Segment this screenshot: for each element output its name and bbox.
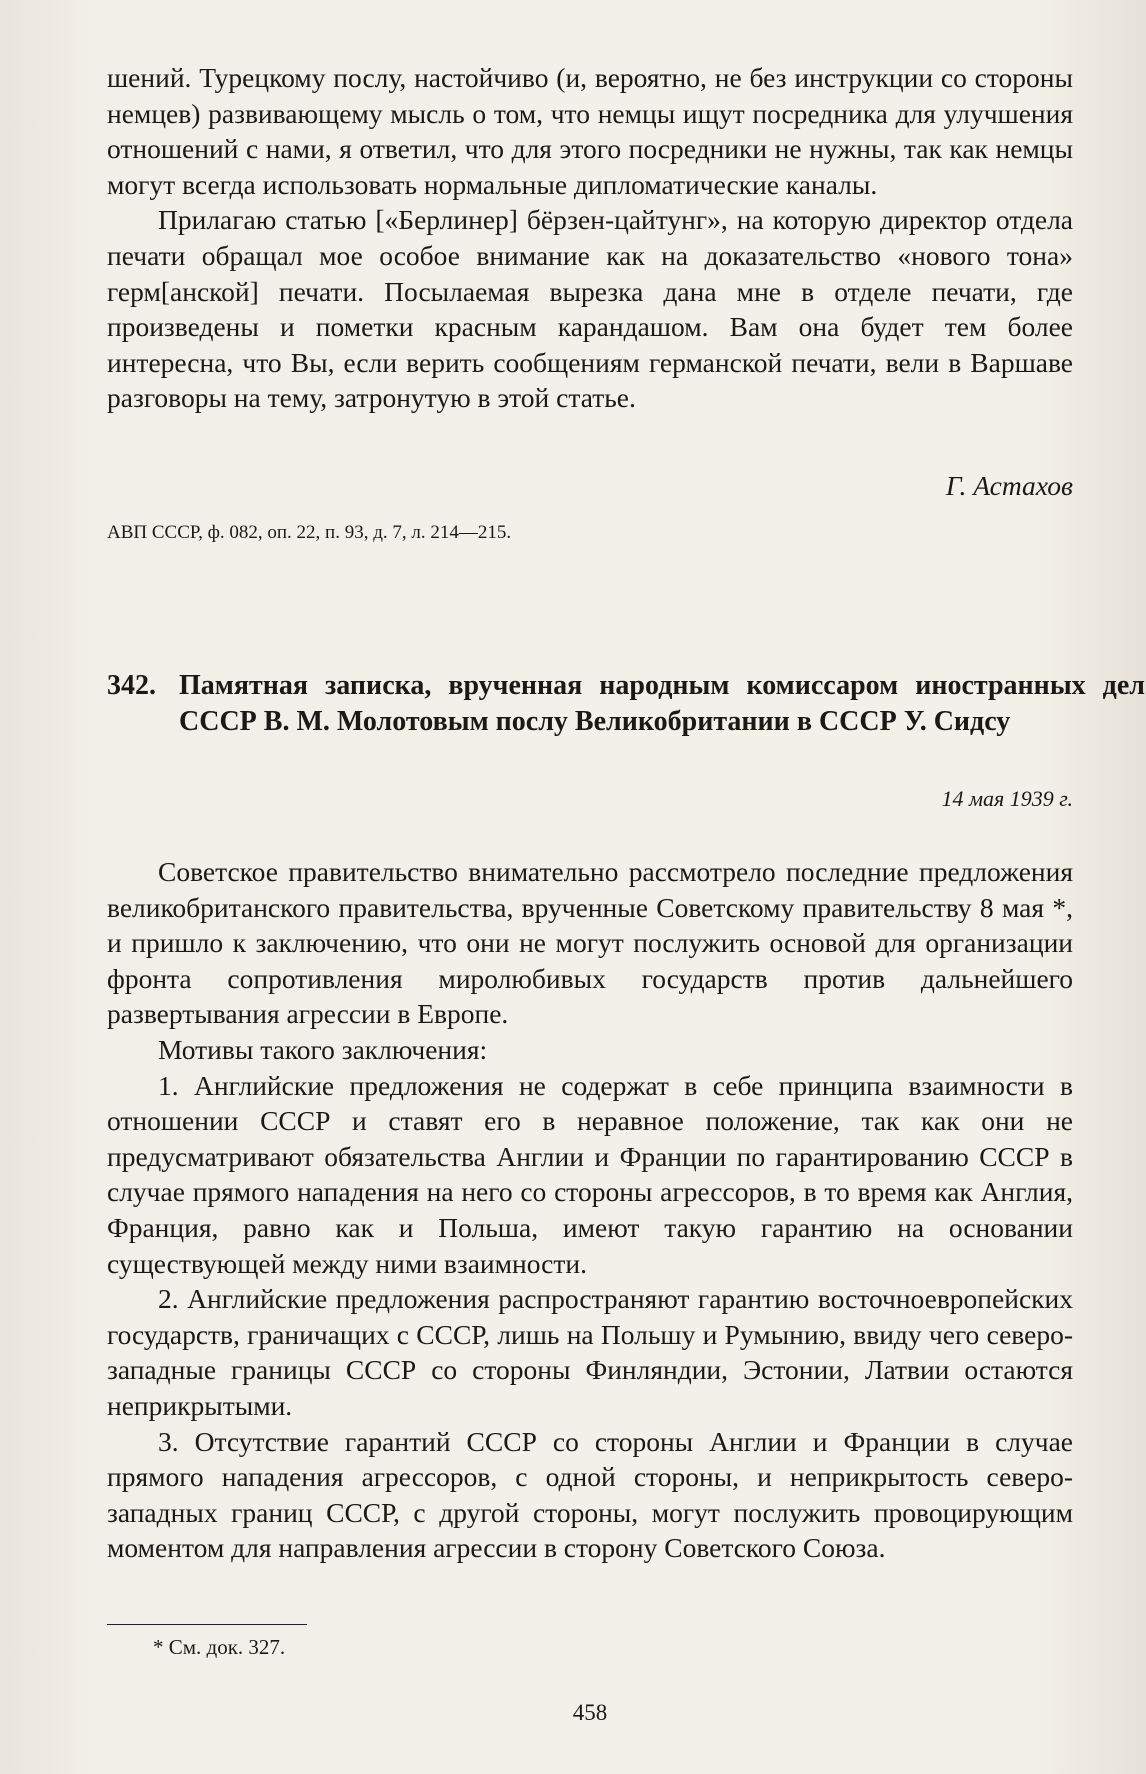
top-text-block — [107, 60, 1073, 416]
footnote: * См. док. 327. — [153, 1635, 286, 1659]
document-date: 14 мая 1939 г. — [941, 786, 1073, 811]
attachment-paragraph: Прилагаю статью [«Берлинер] бёрзен-цайтунг», на которую директор отдела печати обращал мое особое внимание как на доказательство «нового тона» герм[анской] печати. Посылаемая вырезка дана мне в отделе печати, где произведены и пометки красным карандашом. Вам она будет тем более интересна, что Вы, если верить сообщениям германской печати, вели в Варшаве разговоры на тему, затронутую в этой статье. — [107, 204, 1073, 414]
memo-point-2: 2. Английские предложения распространяют гарантию восточноевропейских государств, граничащих с СССР, лишь на Польшу и Румынию, ввиду чего северо-западные границы СССР со стороны Финляндии, Эстонии, Латвии остаются неприкрытыми. — [107, 1283, 1073, 1421]
footnote-divider — [107, 1624, 307, 1625]
memo-paragraph-intro: Советское правительство внимательно рассмотрело последние предложения великобританского правительства, врученные Советскому правительству 8 мая *, и пришло к заключению, что они не могут послужить основой для организации фронта сопротивления миролюбивых государств против дальнейшего развертывания агрессии в Европе. — [107, 856, 1073, 1030]
signature: Г. Астахов — [945, 470, 1073, 501]
memo-paragraph-motives: Мотивы такого заключения: — [158, 1033, 488, 1065]
continued-paragraph: шений. Турецкому послу, настойчиво (и, вероятно, не без инструкции со стороны немцев) развивающему мысль о том, что немцы ищут посредника для улучшения отношений с нами, я ответил, что для этого посредники не нужны, так как немцы могут всегда использовать нормальные дипломатические каналы. — [107, 62, 1073, 200]
memo-point-1: 1. Английские предложения не содержат в себе принципа взаимности в отношении СССР и ставят его в неравное положение, так как они не предусматривают обязательства Англии и Франции по гарантированию СССР в случае прямого нападения на него со стороны агрессоров, в то время как Англия, Франция, равно как и Польша, имеют такую гарантию на основании существующей между ними взаимности. — [107, 1069, 1073, 1279]
document-number: 342. — [107, 670, 156, 701]
memo-point-3: 3. Отсутствие гарантий СССР со стороны Англии и Франции в случае прямого нападения агрессоров, с одной стороны, и неприкрытость северо-западных границ СССР, с другой стороны, могут послужить провоцирующим моментом для направления агрессии в сторону Советского Союза. — [107, 1425, 1073, 1564]
footnote-area — [107, 1624, 1073, 1661]
archive-source — [107, 519, 1073, 546]
memo-body — [107, 854, 1073, 1566]
document-title: Памятная записка, врученная народным комиссаром иностранных дел СССР В. М. Молотовым послу Великобритании в СССР У. Сидсу — [179, 670, 1145, 737]
document-heading — [107, 668, 1145, 740]
archive-source-text: АВП СССР, ф. 082, оп. 22, п. 93, д. 7, л. 214—215. — [107, 522, 512, 543]
page-number: 458 — [572, 1700, 608, 1725]
